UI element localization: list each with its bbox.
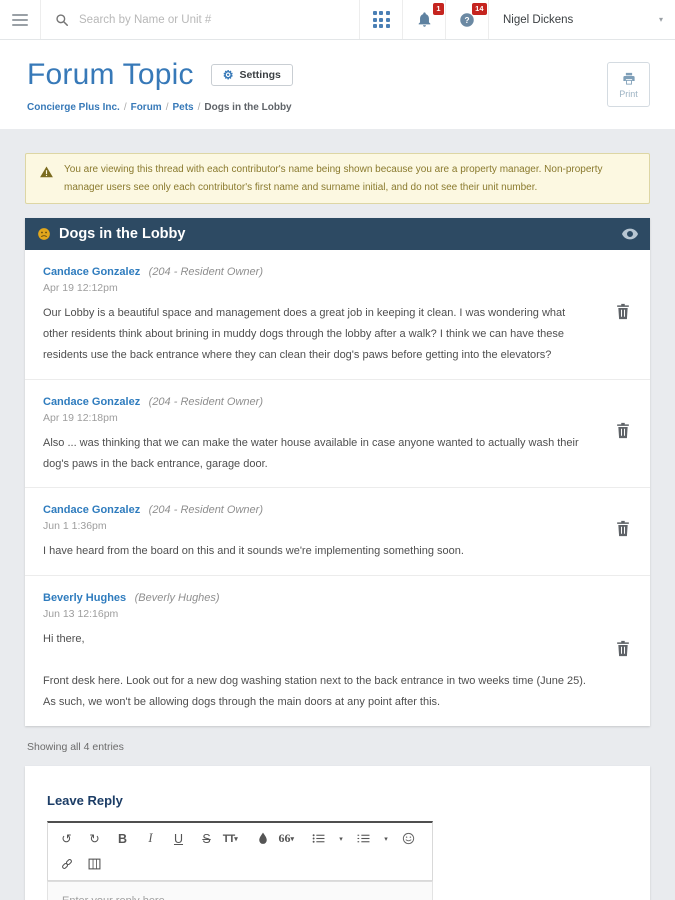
content-area	[0, 129, 675, 900]
post-paragraph: Our Lobby is a beautiful space and management does a great job in keeping it clean. I was wondering what other residents think about brining in muddy dogs through the lobby after a walk? I think we can have these residents use the back entrance where they can clean their dog's paws before getting into the elevators?	[43, 307, 566, 361]
settings-label: Settings	[239, 69, 281, 81]
forum-post	[25, 250, 650, 380]
post-paragraph: Hi there,	[43, 633, 85, 646]
breadcrumb-link-home[interactable]: Concierge Plus Inc.	[27, 102, 120, 113]
delete-post-button[interactable]	[614, 301, 632, 327]
manager-notice-banner	[25, 153, 650, 204]
emoji-button[interactable]	[397, 828, 420, 850]
post-date: Jun 13 12:16pm	[43, 608, 119, 621]
post-author-meta: (204 - Resident Owner)	[148, 266, 263, 278]
reply-input-area	[47, 881, 433, 900]
emoji-icon	[37, 227, 51, 241]
delete-post-button[interactable]	[614, 518, 632, 544]
warning-icon	[39, 165, 54, 179]
delete-post-button[interactable]	[614, 638, 632, 664]
print-label: Print	[619, 88, 638, 99]
breadcrumb-separator: /	[197, 102, 201, 113]
reply-textarea[interactable]	[48, 882, 432, 900]
print-button[interactable]	[607, 62, 650, 107]
list-icon	[312, 833, 325, 844]
link-button[interactable]	[55, 853, 78, 875]
leave-reply-card	[25, 766, 650, 900]
reply-editor	[47, 821, 433, 900]
strikethrough-button[interactable]: S	[202, 831, 211, 846]
forum-post	[25, 576, 650, 726]
post-content	[43, 392, 614, 475]
page-header	[0, 40, 675, 129]
forum-post	[25, 488, 650, 576]
link-icon	[60, 857, 74, 871]
bold-button[interactable]: B	[117, 831, 128, 846]
post-paragraph: I have heard from the board on this and it sounds we're implementing something soon.	[43, 545, 464, 558]
post-author-link[interactable]: Beverly Hughes	[43, 592, 127, 605]
delete-post-button[interactable]	[614, 420, 632, 446]
breadcrumb-link-forum[interactable]: Forum	[130, 102, 162, 113]
post-content	[43, 262, 614, 366]
trash-icon	[616, 422, 630, 439]
page-title: Forum Topic	[27, 58, 194, 91]
post-date: Apr 19 12:18pm	[43, 411, 118, 424]
quote-button[interactable]	[279, 828, 302, 850]
post-author-link[interactable]: Candace Gonzalez	[43, 504, 141, 517]
search-icon	[55, 13, 69, 27]
help-badge: 14	[472, 3, 487, 15]
user-name: Nigel Dickens	[503, 13, 574, 26]
chevron-down-icon: ▾	[658, 15, 663, 24]
apps-grid-icon	[373, 11, 390, 28]
topic-card	[25, 218, 650, 726]
post-content	[43, 588, 614, 713]
italic-button[interactable]: I	[148, 831, 153, 846]
breadcrumb-current: Dogs in the Lobby	[204, 102, 292, 113]
post-paragraph: Also ... was thinking that we can make the water house available in case anyone wanted to actually wash their dog's paws in the back entrance, garage door.	[43, 436, 579, 470]
printer-icon	[621, 71, 637, 86]
underline-button[interactable]: U	[173, 831, 184, 846]
chevron-down-icon: ▾	[234, 835, 237, 843]
post-content	[43, 500, 614, 562]
ordered-list-icon	[357, 833, 370, 844]
help-button[interactable]	[446, 0, 488, 39]
trash-icon	[616, 303, 630, 320]
breadcrumb-separator: /	[165, 102, 169, 113]
notifications-badge: 1	[433, 3, 444, 15]
post-body	[43, 303, 588, 366]
post-body	[43, 629, 588, 713]
topic-header	[25, 218, 650, 250]
editor-toolbar	[47, 821, 433, 881]
post-author-link[interactable]: Candace Gonzalez	[43, 395, 141, 408]
gear-icon: ⚙	[222, 68, 234, 82]
droplet-icon	[258, 832, 268, 845]
font-size-label: TT	[222, 832, 235, 845]
chevron-down-icon: ▾	[290, 834, 295, 843]
trash-icon	[616, 640, 630, 657]
search-input[interactable]	[79, 14, 345, 26]
leave-reply-heading: Leave Reply	[47, 793, 123, 809]
forum-post	[25, 380, 650, 489]
search-box	[41, 0, 359, 39]
topic-title: Dogs in the Lobby	[59, 226, 186, 242]
trash-icon	[616, 520, 630, 537]
table-button[interactable]	[83, 853, 106, 875]
top-bar	[0, 0, 675, 40]
post-body	[43, 541, 588, 562]
list-dropdown-button[interactable]: ▾	[339, 835, 343, 843]
settings-button[interactable]	[211, 64, 293, 86]
post-author-meta: (204 - Resident Owner)	[148, 395, 263, 408]
breadcrumb	[27, 102, 648, 113]
svg-text:?: ?	[464, 15, 470, 25]
notifications-button[interactable]	[403, 0, 445, 39]
entries-count: Showing all 4 entries	[27, 741, 124, 754]
quote-label: 66	[278, 831, 291, 846]
breadcrumb-link-pets[interactable]: Pets	[172, 102, 194, 113]
redo-button[interactable]: ↻	[89, 832, 100, 847]
text-color-button[interactable]	[251, 828, 274, 850]
notice-text: You are viewing this thread with each contributor's name being shown because you are a property manager. Non-property manager users see only each contributor's first name and surname initial, and do not see their unit number.	[64, 164, 603, 193]
ordered-list-button[interactable]	[352, 828, 375, 850]
post-author-meta: (Beverly Hughes)	[134, 592, 220, 605]
breadcrumb-separator: /	[123, 102, 127, 113]
eye-icon[interactable]	[622, 228, 638, 240]
post-author-link[interactable]: Candace Gonzalez	[43, 266, 141, 278]
post-body	[43, 433, 588, 475]
post-author-meta: (204 - Resident Owner)	[148, 504, 263, 517]
apps-grid-button[interactable]	[360, 0, 402, 39]
post-date: Apr 19 12:12pm	[43, 282, 118, 294]
table-icon	[88, 858, 101, 870]
ordered-list-dropdown-button[interactable]: ▾	[384, 835, 388, 843]
unordered-list-button[interactable]	[307, 828, 330, 850]
post-paragraph: Front desk here. Look out for a new dog washing station next to the back entrance in two weeks time (June 25). As such, we won't be allowing dogs through the main doors at any point after this.	[43, 675, 586, 709]
smiley-icon	[402, 832, 415, 845]
menu-icon[interactable]	[0, 0, 40, 39]
bell-icon	[416, 11, 433, 28]
user-menu[interactable]	[489, 0, 675, 39]
font-size-button[interactable]	[223, 828, 246, 850]
post-date: Jun 1 1:36pm	[43, 520, 107, 533]
undo-button[interactable]: ↺	[61, 832, 72, 847]
